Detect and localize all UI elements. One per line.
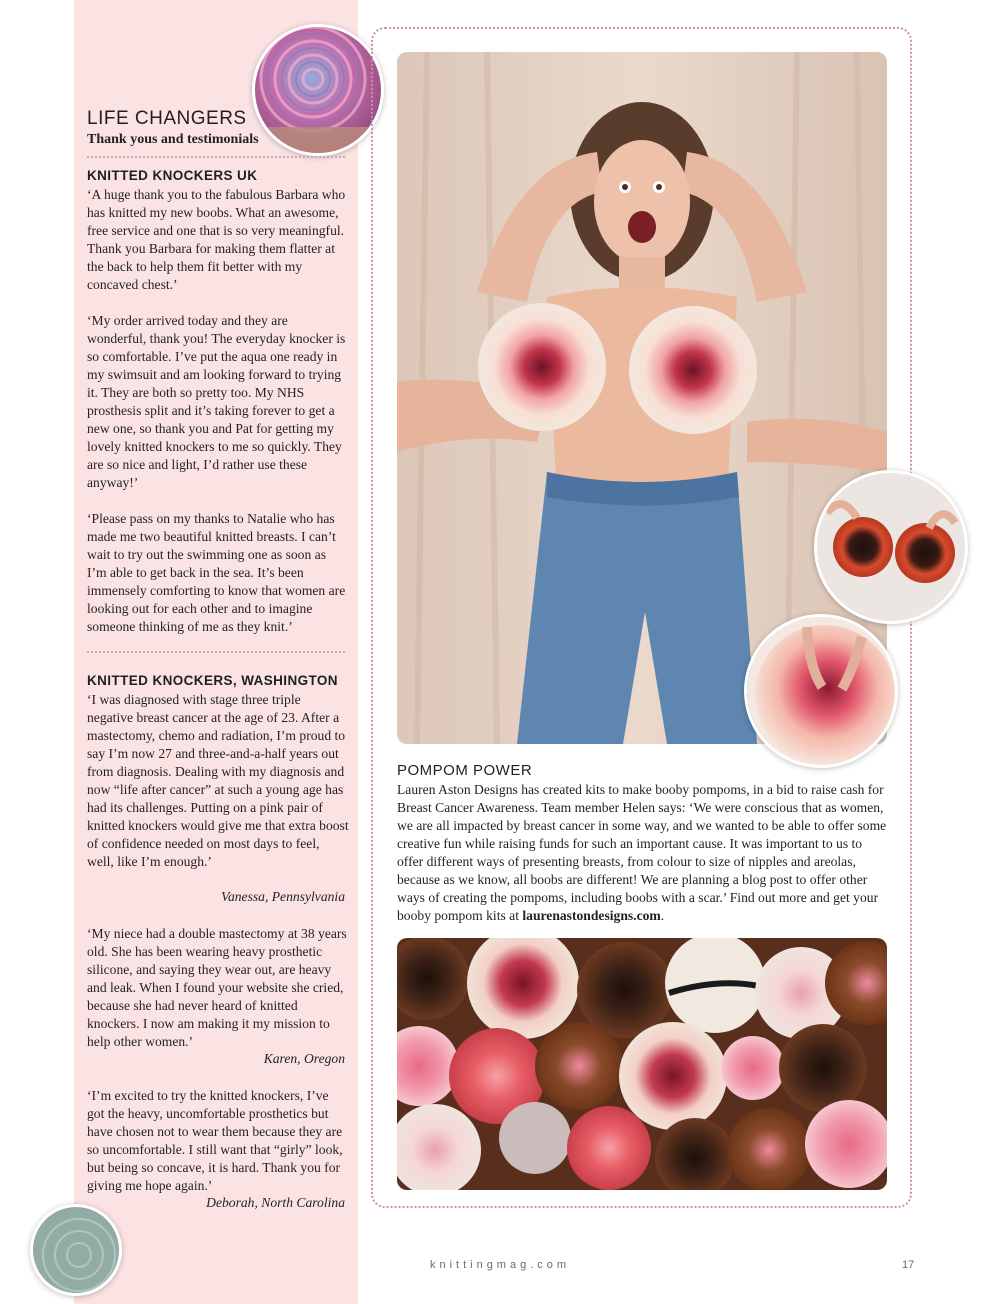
pompom-body-end: . — [660, 908, 665, 923]
pompom-collage-photo — [397, 938, 887, 1190]
inset-pompom-making-photo — [744, 614, 898, 768]
pompom-body-text: Lauren Aston Designs has created kits to make booby pompoms, in a bid to raise cash for Breast Cancer Awareness. Team member Helen says: ‘We were conscious that as women, we are all impacted by breast cancer in some way, and we wanted to be able to offer some creative fun while raising funds for such an important cause. It was important to us to offer different ways of presenting breasts, from colour to size of nipples and areolas, because as we know, all boobs are different! We are planning a blog post to offer other ways of creating the pompoms, including boobs with a scar.’ Find out more and get your booby pompom kits at — [397, 782, 887, 923]
pompom-power-heading: POMPOM POWER — [397, 762, 533, 779]
section-subtitle: Thank yous and testimonials — [87, 132, 259, 147]
signature-vanessa: Vanessa, Pennsylvania — [221, 889, 345, 904]
divider — [87, 651, 345, 653]
knitted-knocker-photo — [30, 1204, 122, 1296]
testimonial-uk-3: ‘Please pass on my thanks to Natalie who has made me two beautiful knitted breasts. I can’t wait to try out the swimming one as soon as I’m able to get back in the sea. It’s been immensely comforting to know that women are looking out for each other and to imagine someone thinking of me as they knit.’ — [87, 511, 346, 634]
testimonial-wa-1: ‘I was diagnosed with stage three triple negative breast cancer at the age of 23. After a mastectomy, chemo and radiation, I’m proud to say I’m now 27 and three-and-a-half years out from diagnosis. Dealing with my diagnosis and now “life after cancer” at such a young age has had its challenges. Putting on a pink pair of knitted knockers would give me that extra boost of confidence needed on most days to feel, well, like I’m enough.’ — [87, 692, 349, 869]
heading-knitted-knockers-uk: KNITTED KNOCKERS UK — [87, 168, 258, 183]
pompom-power-body — [397, 781, 889, 925]
testimonial-wa-2: ‘My niece had a double mastectomy at 38 years old. She has been wearing heavy prosthetic silicone, and saying they wear out, are heavy and leak. When I found your website she cried, because she had never heard of knitted knockers. I now am making it my mission to help other women.’ — [87, 926, 347, 1049]
signature-karen: Karen, Oregon — [263, 1051, 345, 1066]
page-number: 17 — [902, 1259, 915, 1271]
divider — [87, 156, 345, 158]
inset-orange-pompoms-photo — [814, 470, 968, 624]
laurenastondesigns-link[interactable]: laurenastondesigns.com — [522, 908, 661, 923]
heading-knitted-knockers-washington: KNITTED KNOCKERS, WASHINGTON — [87, 673, 338, 688]
testimonial-uk-2: ‘My order arrived today and they are wonderful, thank you! The everyday knocker is so comfortable. I’ve put the aqua one ready in my swimsuit and am looking forward to trying it. They are both so pretty too. My NHS prosthesis split and it’s taking forever to get a new one, so thank you and Pat for getting my lovely knitted knockers to me so quickly. They are so nice and light, I’d rather use these anyway!’ — [87, 313, 346, 490]
testimonial-uk-1: ‘A huge thank you to the fabulous Barbara who has knitted my new boobs. What an awesome, free service and one that is so very meaningful. Thank you Barbara for making them flatter at the back to help them fit better with my concaved chest.’ — [87, 187, 346, 292]
knitted-hat-photo — [252, 24, 384, 156]
footer-website: knittingmag.com — [429, 1259, 571, 1271]
signature-deborah: Deborah, North Carolina — [206, 1195, 345, 1210]
section-title: LIFE CHANGERS — [87, 108, 247, 129]
testimonial-wa-3: ‘I’m excited to try the knitted knockers, I’ve got the heavy, uncomfortable prosthetics but have chosen not to wear them because they are so uncomfortable. I still want that “girly” look, but being so concave, it is hard. Thank you for giving me hope again.’ — [87, 1088, 343, 1193]
